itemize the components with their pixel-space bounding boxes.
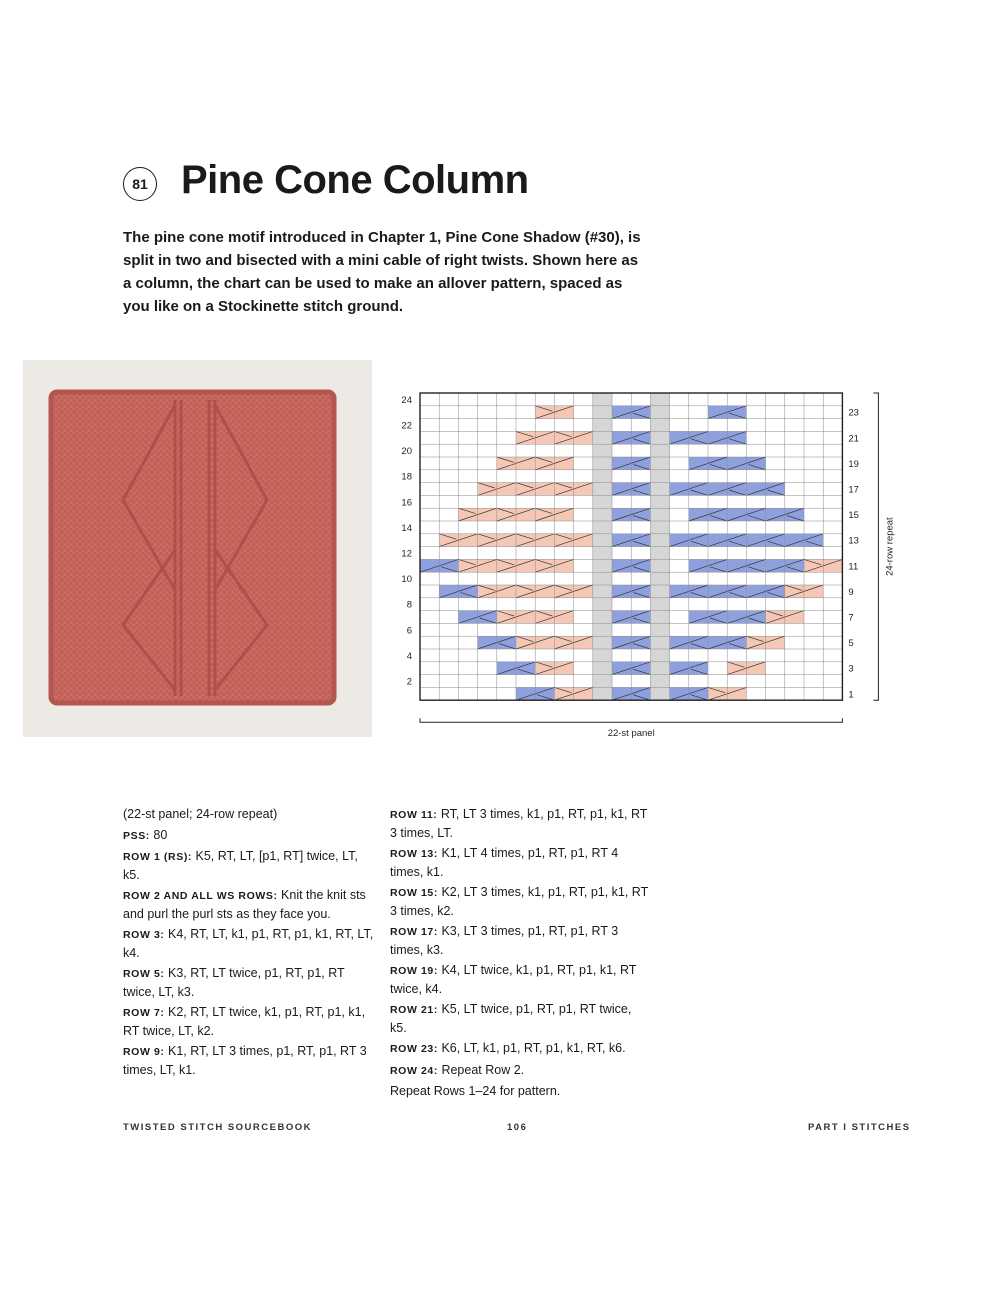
pattern-number-badge — [123, 167, 157, 201]
row-label: ROW 15: — [390, 887, 438, 899]
instruction-line — [390, 845, 650, 881]
row-text: K2, LT 3 times, k1, p1, RT, p1, k1, RT 3 times, k2. — [390, 885, 649, 918]
row-text: (22-st panel; 24-row repeat) — [123, 807, 278, 821]
row-number-right: 23 — [848, 407, 859, 419]
row-label: ROW 7: — [123, 1007, 165, 1019]
row-label: ROW 21: — [390, 1004, 438, 1016]
row-text: K4, LT twice, k1, p1, RT, p1, k1, RT twice, k4. — [390, 963, 637, 996]
swatch-photo — [23, 360, 372, 737]
instruction-line — [390, 923, 650, 959]
page-title: Pine Cone Column — [181, 158, 529, 202]
row-text: K3, LT 3 times, p1, RT, p1, RT 3 times, k3. — [390, 924, 619, 957]
row-number-left: 4 — [406, 650, 412, 662]
row-label: ROW 1 (RS): — [123, 851, 193, 863]
panel-bracket — [420, 718, 842, 722]
row-number-right: 13 — [848, 535, 859, 547]
instruction-line — [123, 1043, 377, 1079]
row-label: ROW 2 AND ALL WS ROWS: — [123, 890, 278, 902]
footer-section: PART I STITCHES — [808, 1122, 911, 1133]
instruction-line — [390, 884, 650, 920]
panel-label: 22-st panel — [607, 728, 655, 740]
row-text: K2, RT, LT twice, k1, p1, RT, p1, k1, RT twice, LT, k2. — [123, 1005, 366, 1038]
row-text: Repeat Row 2. — [437, 1062, 525, 1077]
row-number-right: 1 — [848, 689, 854, 701]
row-number-right: 7 — [848, 612, 854, 624]
instruction-line — [123, 965, 377, 1001]
stitch-chart — [390, 385, 910, 750]
row-number-left: 12 — [401, 548, 412, 560]
instruction-line — [390, 1040, 650, 1059]
row-text: 80 — [149, 827, 168, 842]
row-text: Repeat Rows 1–24 for pattern. — [390, 1084, 561, 1098]
instruction-line — [390, 1083, 650, 1101]
row-number-left: 10 — [401, 574, 412, 586]
row-text: K5, RT, LT, [p1, RT] twice, LT, k5. — [123, 849, 358, 882]
instruction-line — [390, 962, 650, 998]
instructions-column-2 — [390, 806, 650, 1104]
row-label: ROW 9: — [123, 1046, 165, 1058]
row-text: K1, LT 4 times, p1, RT, p1, RT 4 times, k1. — [390, 846, 619, 879]
row-number-left: 8 — [406, 599, 412, 611]
instruction-line — [390, 1062, 650, 1081]
row-label: ROW 13: — [390, 848, 438, 860]
row-number-right: 5 — [848, 638, 854, 650]
instruction-line — [123, 827, 377, 846]
repeat-bracket — [873, 393, 878, 700]
intro-paragraph: The pine cone motif introduced in Chapter 1, Pine Cone Shadow (#30), is split in two and bisected with a mini cable of right twists. Shown here as a column, the chart can be used to make an allover pattern, spaced as you like on a Stockinette stitch ground. — [123, 229, 641, 315]
row-number-right: 9 — [848, 586, 854, 598]
pattern-number: 81 — [132, 176, 148, 192]
row-text: K5, LT twice, p1, RT, p1, RT twice, k5. — [390, 1002, 632, 1035]
instruction-line — [123, 848, 377, 884]
row-text: K3, RT, LT twice, p1, RT, p1, RT twice, LT, k3. — [123, 966, 345, 999]
row-label: ROW 17: — [390, 926, 438, 938]
row-text: K4, RT, LT, k1, p1, RT, p1, k1, RT, LT, k4. — [123, 927, 374, 960]
row-label: ROW 3: — [123, 929, 165, 941]
repeat-label: 24-row repeat — [884, 517, 896, 576]
row-label: ROW 23: — [390, 1043, 438, 1055]
row-number-left: 14 — [401, 522, 412, 534]
row-number-right: 15 — [848, 510, 859, 522]
row-number-left: 22 — [401, 420, 412, 432]
instruction-line — [123, 806, 377, 824]
instruction-line — [123, 887, 377, 923]
row-number-right: 11 — [848, 561, 859, 573]
row-text: RT, LT 3 times, k1, p1, RT, p1, k1, RT 3 times, LT. — [390, 807, 648, 840]
row-number-left: 20 — [401, 446, 412, 458]
instruction-line — [123, 926, 377, 962]
chart-grid — [390, 385, 910, 745]
row-number-left: 6 — [406, 625, 412, 637]
row-text: K1, RT, LT 3 times, p1, RT, p1, RT 3 times, LT, k1. — [123, 1044, 367, 1077]
row-label: ROW 11: — [390, 809, 438, 821]
row-number-left: 16 — [401, 497, 412, 509]
row-number-left: 18 — [401, 471, 412, 483]
row-number-right: 21 — [848, 433, 859, 445]
row-text: K6, LT, k1, p1, RT, p1, k1, RT, k6. — [437, 1041, 626, 1055]
row-label: PSS: — [123, 829, 150, 842]
row-label: ROW 5: — [123, 968, 165, 980]
row-number-left: 2 — [406, 676, 412, 688]
instruction-line — [390, 1001, 650, 1037]
row-label: ROW 19: — [390, 965, 438, 977]
row-number-right: 3 — [848, 663, 854, 675]
row-number-right: 17 — [848, 484, 859, 496]
row-number-right: 19 — [848, 458, 859, 470]
swatch-image — [23, 360, 372, 737]
row-text: Knit the knit sts and purl the purl sts as they face you. — [123, 888, 366, 921]
footer-book-title: TWISTED STITCH SOURCEBOOK — [123, 1122, 312, 1133]
row-number-left: 24 — [401, 394, 412, 406]
footer-page-number: 106 — [507, 1122, 528, 1133]
instruction-line — [123, 1004, 377, 1040]
instruction-line — [390, 806, 650, 842]
row-label: ROW 24: — [390, 1064, 438, 1077]
instructions-column-1 — [123, 806, 377, 1082]
